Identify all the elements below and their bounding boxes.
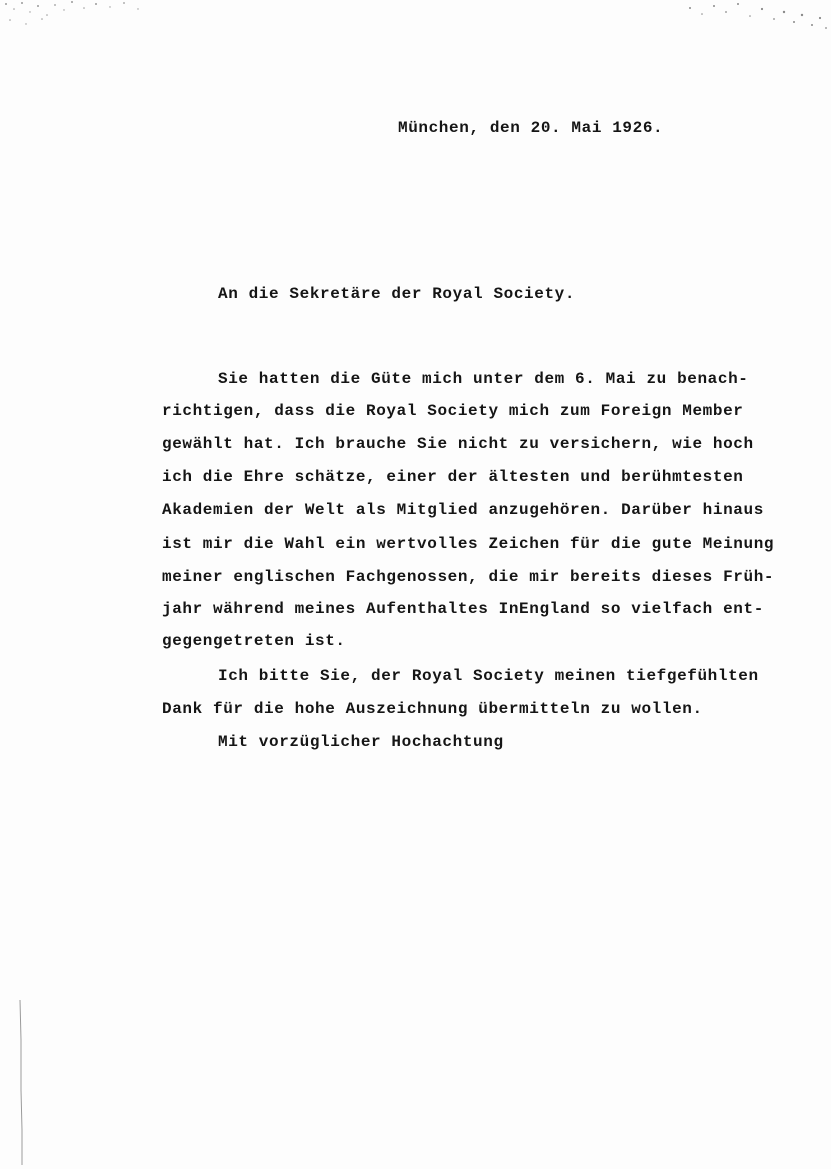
body-line: Dank für die hohe Auszeichnung übermitteln zu wollen. bbox=[162, 700, 703, 718]
body-line: ist mir die Wahl ein wertvolles Zeichen für die gute Meinung bbox=[162, 535, 775, 553]
letter-addressee: An die Sekretäre der Royal Society. bbox=[218, 285, 576, 303]
letter-date: München, den 20. Mai 1926. bbox=[398, 119, 664, 137]
body-line: jahr während meines Aufenthaltes InEngland so vielfach ent- bbox=[162, 600, 764, 618]
body-line: gegengetreten ist. bbox=[162, 632, 346, 650]
body-line: richtigen, dass die Royal Society mich zum Foreign Member bbox=[162, 402, 744, 420]
body-line: Akademien der Welt als Mitglied anzugehören. Darüber hinaus bbox=[162, 501, 764, 519]
body-line: Ich bitte Sie, der Royal Society meinen tiefgefühlten bbox=[218, 667, 759, 685]
letter-closing: Mit vorzüglicher Hochachtung bbox=[218, 733, 504, 751]
body-line: gewählt hat. Ich brauche Sie nicht zu versichern, wie hoch bbox=[162, 435, 754, 453]
body-line: ich die Ehre schätze, einer der ältesten und berühmtesten bbox=[162, 468, 744, 486]
body-line: meiner englischen Fachgenossen, die mir bereits dieses Früh- bbox=[162, 568, 775, 586]
body-line: Sie hatten die Güte mich unter dem 6. Mai zu benach- bbox=[218, 370, 749, 388]
scan-noise-top-left bbox=[0, 0, 160, 40]
scan-noise-top-right bbox=[680, 0, 831, 40]
margin-pencil-mark bbox=[18, 1000, 24, 1165]
